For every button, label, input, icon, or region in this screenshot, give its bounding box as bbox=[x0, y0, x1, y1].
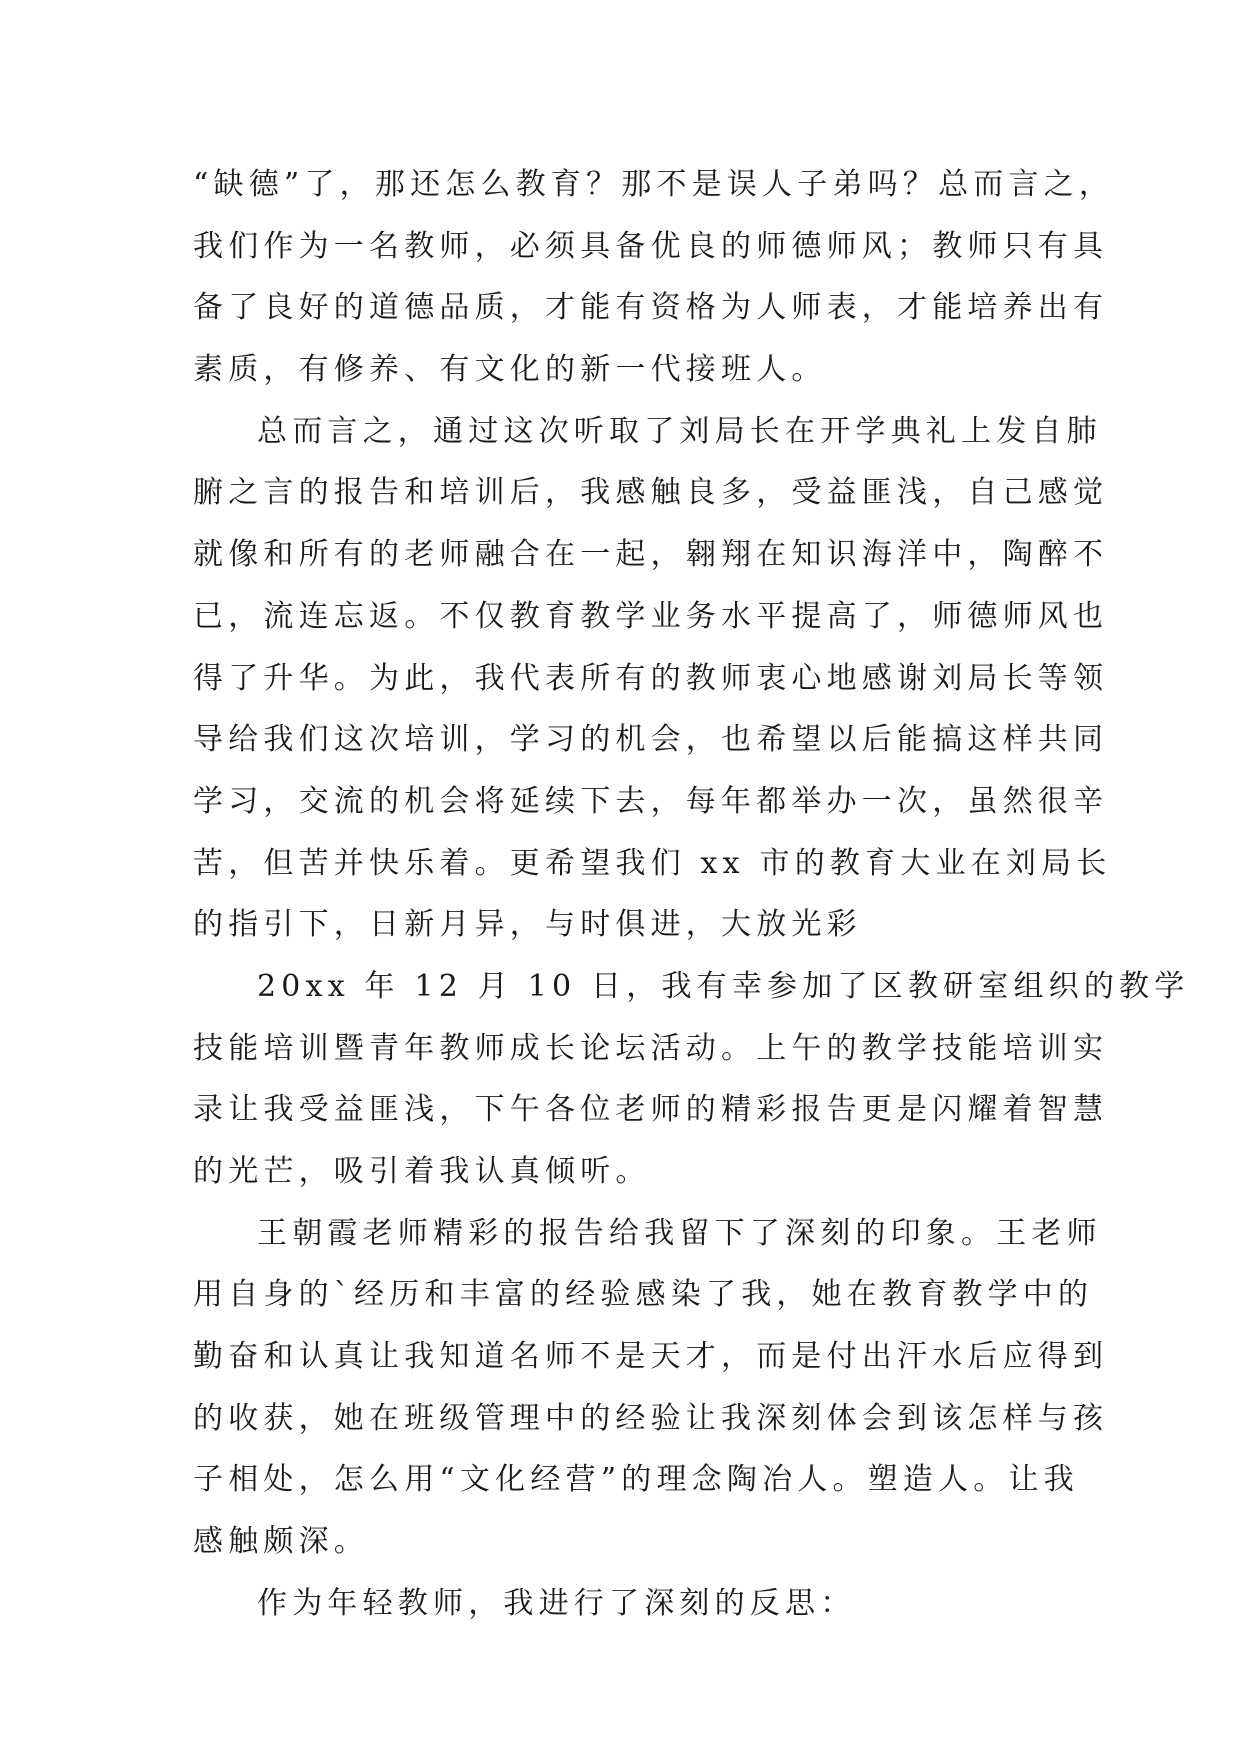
text-line: 技能培训暨青年教师成长论坛活动。上午的教学技能培训实 bbox=[193, 1030, 1109, 1066]
text-line: 录让我受益匪浅，下午各位老师的精彩报告更是闪耀着智慧 bbox=[193, 1092, 1109, 1128]
text-line: 的指引下，日新月异，与时俱进，大放光彩 bbox=[193, 907, 862, 943]
text-line: 腑之言的报告和培训后，我感触良多，受益匪浅，自己感觉 bbox=[193, 475, 1109, 511]
text-line: “缺德”了，那还怎么教育？那不是误人子弟吗？总而言之， bbox=[193, 167, 1115, 202]
text-line: 导给我们这次培训，学习的机会，也希望以后能搞这样共同 bbox=[193, 722, 1109, 758]
text-line: 勤奋和认真让我知道名师不是天才，而是付出汗水后应得到 bbox=[193, 1339, 1109, 1375]
paragraph-first-line: 总而言之，通过这次听取了刘局长在开学典礼上发自肺 bbox=[257, 413, 1102, 449]
paragraph-first-line: 作为年轻教师，我进行了深刻的反思： bbox=[257, 1585, 856, 1621]
document-body bbox=[193, 162, 1190, 1643]
text-line: 已，流连忘返。不仅教育教学业务水平提高了，师德师风也 bbox=[193, 598, 1109, 634]
text-line: 我们作为一名教师，必须具备优良的师德师风；教师只有具 bbox=[193, 228, 1109, 264]
text-line: 素质，有修养、有文化的新一代接班人。 bbox=[193, 352, 827, 388]
paragraph-first-line: 20xx 年 12 月 10 日，我有幸参加了区教研室组织的教学 bbox=[257, 968, 1190, 1004]
text-line: 用自身的`经历和丰富的经验感染了我，她在教育教学中的 bbox=[193, 1277, 1094, 1313]
text-line: 就像和所有的老师融合在一起，翱翔在知识海洋中，陶醉不 bbox=[193, 537, 1109, 573]
text-line: 苦，但苦并快乐着。更希望我们 xx 市的教育大业在刘局长 bbox=[193, 845, 1112, 881]
text-line: 的光芒，吸引着我认真倾听。 bbox=[193, 1154, 651, 1189]
text-line: 学习，交流的机会将延续下去，每年都举办一次，虽然很辛 bbox=[193, 783, 1109, 819]
text-line: 得了升华。为此，我代表所有的教师衷心地感谢刘局长等领 bbox=[193, 660, 1109, 696]
text-line: 子相处，怎么用“文化经营”的理念陶冶人。塑造人。让我 bbox=[193, 1462, 1079, 1498]
text-line: 备了良好的道德品质，才能有资格为人师表，才能培养出有 bbox=[193, 290, 1109, 326]
text-line: 感触颇深。 bbox=[193, 1524, 369, 1560]
paragraph-first-line: 王朝霞老师精彩的报告给我留下了深刻的印象。王老师 bbox=[257, 1215, 1102, 1251]
text-line: 的收获，她在班级管理中的经验让我深刻体会到该怎样与孩 bbox=[193, 1400, 1109, 1436]
